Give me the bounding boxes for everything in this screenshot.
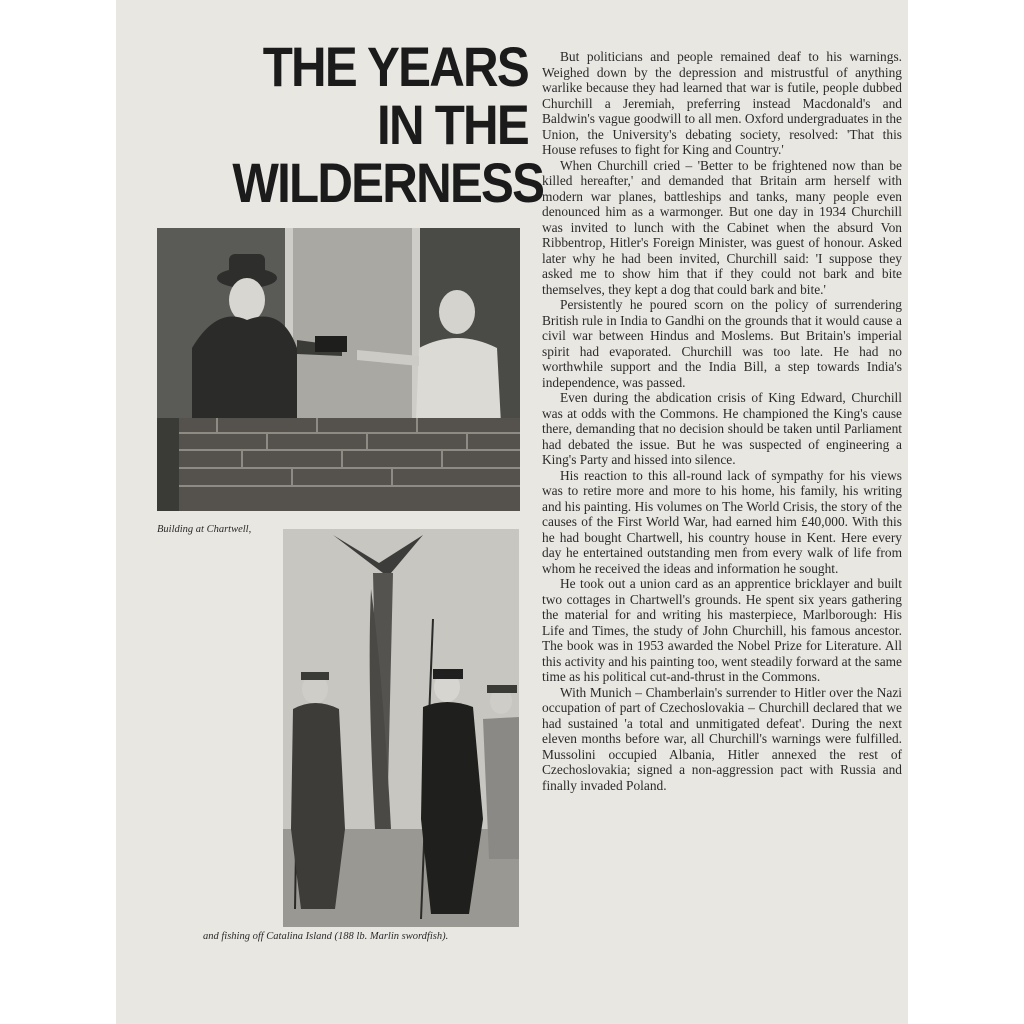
photo-caption: Building at Chartwell, <box>157 524 252 535</box>
title-line: IN THE <box>377 93 528 156</box>
article-body <box>542 49 902 793</box>
photo-caption: and fishing off Catalina Island (188 lb. Marlin swordfish). <box>203 931 449 942</box>
title-line: THE YEARS <box>262 35 528 98</box>
body-paragraph: When Churchill cried – 'Better to be frightened now than be killed hereafter,' and demanded that Britain arm herself with modern war planes, battleships and tanks, many people even denounced him as a warmonger. But one day in 1934 Churchill was invited to lunch with the Cabinet when the absurd Von Ribbentrop, Hitler's Foreign Minister, was guest of honour. Asked later why he had been invited, Churchill said: 'I suppose they asked me to show him that if they could not bark and bite themselves, they kept a dog that could bark and bite.' <box>542 157 902 297</box>
catalina-marlin-photo <box>283 529 519 927</box>
body-paragraph: But politicians and people remained deaf to his warnings. Weighed down by the depression and mistrustful of anything warlike because they had learned that war is futile, people dubbed Churchill a Jeremiah, preferring instead Macdonald's and Baldwin's vague goodwill to all men. Oxford undergraduates in the Union, the University's debating society, resolved: 'That this House refuses to fight for King and Country.' <box>542 49 902 157</box>
body-paragraph: With Munich – Chamberlain's surrender to Hitler over the Nazi occupation of part of Czechoslovakia – Churchill declared that we had sustained 'a total and unmitigated defeat'. During the next eleven months before war, all Churchill's warnings were fulfilled. Mussolini occupied Albania, Hitler annexed the rest of Czechoslovakia; signed a non-aggression pact with Russia and finally invaded Poland. <box>542 684 902 793</box>
body-paragraph: He took out a union card as an apprentice bricklayer and built two cottages in Chartwell's grounds. He spent six years gathering the material for and writing his masterpiece, Marlborough: His Life and Times, the study of John Churchill, his famous ancestor. The book was in 1953 awarded the Nobel Prize for Literature. All this activity and his painting too, went steadily forward at the same time as his political cut-and-thrust in the Commons. <box>542 576 902 684</box>
article-title <box>232 35 544 214</box>
chartwell-bricklaying-photo <box>157 228 520 511</box>
title-line: WILDERNESS <box>232 151 544 214</box>
body-paragraph: Persistently he poured scorn on the policy of surrendering British rule in India to Gandhi on the grounds that it would cause a civil war between Hindus and Moslems. But Britain's imperial spirit had evaporated. Churchill was too late. He had no worthwhile support and the India Bill, a step towards India's independence, was passed. <box>542 297 902 390</box>
body-paragraph: His reaction to this all-round lack of sympathy for his views was to retire more and more to his home, his family, his writing and his painting. His volumes on The World Crisis, the story of the causes of the First World War, had earned him £40,000. With this he had bought Chartwell, his country house in Kent. Here every day he entertained outstanding men from every walk of life from whom he received the ideas and information he sought. <box>542 467 902 576</box>
body-paragraph: Even during the abdication crisis of King Edward, Churchill was at odds with the Commons. He championed the King's cause there, demanding that no decision should be taken until Parliament had debated the issue. But he was suspected of engineering a King's Party and hissed into silence. <box>542 390 902 467</box>
